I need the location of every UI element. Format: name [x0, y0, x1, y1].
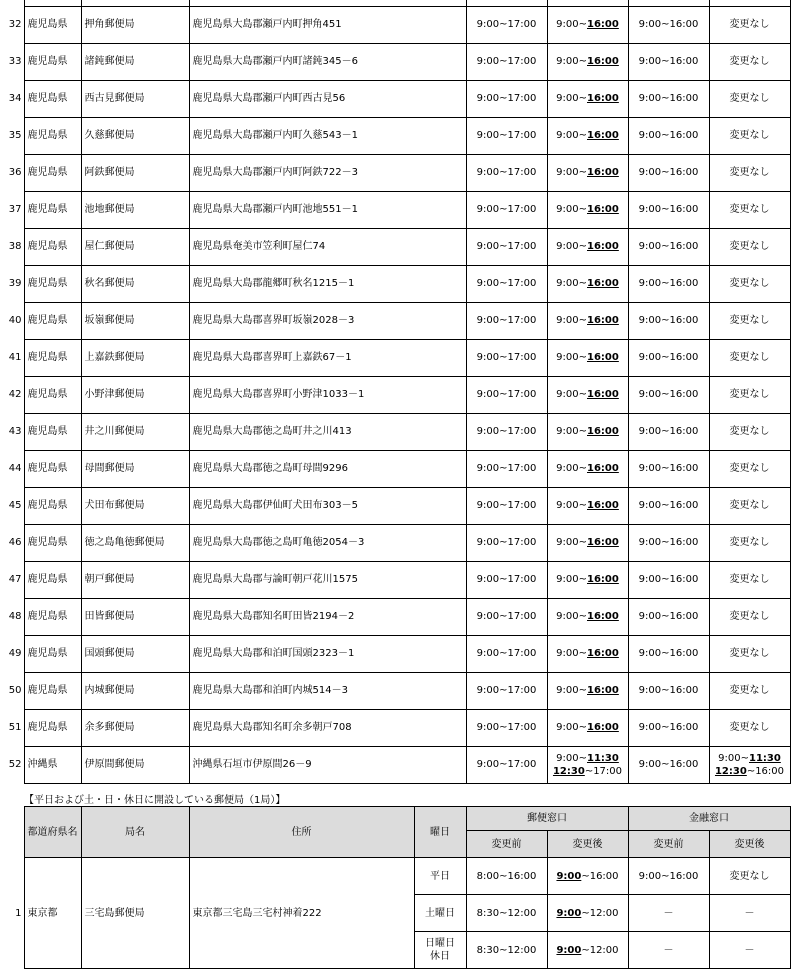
row-number: 49 [8, 648, 22, 659]
finance-after-cell: 変更なし [709, 43, 790, 80]
table-row [0, 339, 790, 376]
prefecture-cell: 鹿児島県 [24, 561, 81, 598]
address-cell: 東京都三宅島三宅村神着222 [189, 858, 414, 969]
postal-before-cell: 9:00~17:00 [466, 302, 547, 339]
finance-before-cell: 9:00~16:00 [628, 80, 709, 117]
office-name-cell: 犬田布郵便局 [81, 487, 189, 524]
prefecture-cell: 鹿児島県 [24, 524, 81, 561]
row-number: 33 [8, 56, 22, 67]
finance-before-cell: 9:00~16:00 [628, 524, 709, 561]
postal-after-cell [547, 265, 628, 302]
finance-after-cell: 変更なし [709, 191, 790, 228]
table-row [0, 635, 790, 672]
finance-before-cell: 9:00~16:00 [628, 43, 709, 80]
postal-after-cell [547, 932, 628, 969]
header-day: 曜日 [414, 807, 466, 858]
unchanged-time: 9:00~ [556, 278, 587, 289]
finance-before-cell: 9:00~16:00 [628, 487, 709, 524]
changed-time: 11:30 [587, 752, 619, 764]
table-row [0, 43, 790, 80]
prefecture-cell: 鹿児島県 [24, 43, 81, 80]
finance-after-cell: － [709, 895, 790, 932]
table-row [0, 413, 790, 450]
row-number: 46 [8, 537, 22, 548]
finance-after-cell: 変更なし [709, 413, 790, 450]
address-cell: 鹿児島県大島郡喜界町上嘉鉄67－1 [189, 339, 466, 376]
prefecture-cell: 鹿児島県 [24, 265, 81, 302]
postal-before-cell: 9:00~17:00 [466, 228, 547, 265]
changed-time: 16:00 [587, 315, 619, 326]
postal-after-cell [547, 561, 628, 598]
prefecture-cell: 鹿児島県 [24, 598, 81, 635]
prefecture-cell: 鹿児島県 [24, 450, 81, 487]
prefecture-cell: 鹿児島県 [24, 487, 81, 524]
postal-before-cell: 9:00~17:00 [466, 43, 547, 80]
table-row [0, 80, 790, 117]
address-cell: 鹿児島県大島郡瀬戸内町久慈543－1 [189, 117, 466, 154]
finance-before-cell: 9:00~16:00 [628, 302, 709, 339]
postal-after-cell [547, 43, 628, 80]
row-number: 50 [8, 685, 22, 696]
finance-before-cell: 9:00~16:00 [628, 561, 709, 598]
address-cell: 鹿児島県大島郡伊仙町犬田布303－5 [189, 487, 466, 524]
table-row [0, 228, 790, 265]
postal-before-cell: 9:00~17:00 [466, 6, 547, 43]
postal-after-cell [547, 376, 628, 413]
postal-after-cell [547, 709, 628, 746]
postal-before-cell: 9:00~17:00 [466, 561, 547, 598]
finance-after-cell: 変更なし [709, 265, 790, 302]
changed-time: 9:00 [556, 907, 582, 919]
postal-before-cell: 9:00~17:00 [466, 265, 547, 302]
changed-time: 16:00 [587, 19, 619, 30]
prefecture-cell: 鹿児島県 [24, 302, 81, 339]
finance-after-cell: 変更なし [709, 376, 790, 413]
finance-after-cell: 変更なし [709, 154, 790, 191]
office-name-cell: 屋仁郵便局 [81, 228, 189, 265]
unchanged-time: 9:00~ [718, 752, 749, 764]
postal-before-cell: 9:00~17:00 [466, 524, 547, 561]
finance-after-cell: 変更なし [709, 302, 790, 339]
changed-time: 16:00 [587, 648, 619, 659]
postal-after-cell [547, 302, 628, 339]
unchanged-time: 9:00~ [556, 500, 587, 511]
table-row [0, 302, 790, 339]
finance-after-cell: 変更なし [709, 80, 790, 117]
unchanged-time: 9:00~ [556, 167, 587, 178]
changed-time: 16:00 [587, 167, 619, 178]
office-name-cell: 徳之島亀徳郵便局 [81, 524, 189, 561]
address-cell: 鹿児島県大島郡与論町朝戸花川1575 [189, 561, 466, 598]
office-name-cell: 井之川郵便局 [81, 413, 189, 450]
office-name-cell: 田皆郵便局 [81, 598, 189, 635]
finance-after-cell: 変更なし [709, 709, 790, 746]
unchanged-time: ~12:00 [581, 944, 619, 956]
finance-after-cell: 変更なし [709, 339, 790, 376]
prefecture-cell: 鹿児島県 [24, 228, 81, 265]
address-cell: 鹿児島県大島郡瀬戸内町阿鉄722－3 [189, 154, 466, 191]
day-cell: 日曜日 休日 [414, 932, 466, 969]
postal-before-cell: 8:30~12:00 [466, 895, 547, 932]
header-finance-before: 変更前 [628, 831, 709, 858]
table-row [0, 191, 790, 228]
postal-after-cell [547, 191, 628, 228]
header-postal-window: 郵便窓口 [466, 807, 628, 831]
office-name-cell: 内城郵便局 [81, 672, 189, 709]
prefecture-cell: 鹿児島県 [24, 635, 81, 672]
row-number: 43 [8, 426, 22, 437]
finance-before-cell: 9:00~16:00 [628, 117, 709, 154]
header-postal-after: 変更後 [547, 831, 628, 858]
finance-before-cell: 9:00~16:00 [628, 191, 709, 228]
postal-before-cell: 9:00~17:00 [466, 376, 547, 413]
unchanged-time: 9:00~ [556, 426, 587, 437]
row-number: 36 [8, 167, 22, 178]
address-cell: 鹿児島県大島郡瀬戸内町押角451 [189, 6, 466, 43]
postal-before-cell: 9:00~17:00 [466, 709, 547, 746]
address-cell: 鹿児島県大島郡喜界町坂嶺2028－3 [189, 302, 466, 339]
row-number: 51 [8, 722, 22, 733]
changed-time: 16:00 [587, 463, 619, 474]
finance-before-cell: 9:00~16:00 [628, 376, 709, 413]
postal-after-cell [547, 154, 628, 191]
table-row [0, 265, 790, 302]
finance-before-cell: － [628, 895, 709, 932]
unchanged-time: 9:00~ [556, 722, 587, 733]
changed-time: 16:00 [587, 722, 619, 733]
row-number: 35 [8, 130, 22, 141]
unchanged-time: 9:00~ [556, 685, 587, 696]
changed-time: 16:00 [587, 389, 619, 400]
day-cell: 土曜日 [414, 895, 466, 932]
address-cell: 鹿児島県大島郡知名町田皆2194－2 [189, 598, 466, 635]
postal-before-cell: 9:00~17:00 [466, 154, 547, 191]
finance-before-cell: 9:00~16:00 [628, 598, 709, 635]
finance-before-cell: 9:00~16:00 [628, 413, 709, 450]
postal-after-cell [547, 487, 628, 524]
changed-time: 16:00 [587, 574, 619, 585]
postal-before-cell: 9:00~17:00 [466, 746, 547, 783]
postal-before-cell: 9:00~17:00 [466, 413, 547, 450]
office-name-cell: 朝戸郵便局 [81, 561, 189, 598]
finance-after-cell [709, 746, 790, 783]
row-number: 48 [8, 611, 22, 622]
finance-after-cell: 変更なし [709, 228, 790, 265]
changed-time: 16:00 [587, 241, 619, 252]
finance-after-cell: 変更なし [709, 117, 790, 154]
address-cell: 鹿児島県大島郡瀬戸内町池地551－1 [189, 191, 466, 228]
changed-time: 16:00 [587, 93, 619, 104]
table-row [0, 450, 790, 487]
day-cell: 平日 [414, 858, 466, 895]
header-finance-after: 変更後 [709, 831, 790, 858]
postal-after-cell [547, 450, 628, 487]
finance-before-cell: 9:00~16:00 [628, 709, 709, 746]
address-cell: 鹿児島県奄美市笠利町屋仁74 [189, 228, 466, 265]
address-cell: 鹿児島県大島郡喜界町小野津1033－1 [189, 376, 466, 413]
row-number: 47 [8, 574, 22, 585]
finance-after-cell: 変更なし [709, 6, 790, 43]
finance-before-cell: 9:00~16:00 [628, 450, 709, 487]
address-cell: 鹿児島県大島郡龍郷町秋名1215－1 [189, 265, 466, 302]
postal-after-cell [547, 80, 628, 117]
office-name-cell: 国頭郵便局 [81, 635, 189, 672]
prefecture-cell: 鹿児島県 [24, 6, 81, 43]
address-cell: 鹿児島県大島郡知名町余多朝戸708 [189, 709, 466, 746]
unchanged-time: 9:00~ [556, 241, 587, 252]
prefecture-cell: 鹿児島県 [24, 709, 81, 746]
table-row [0, 6, 790, 43]
changed-time: 12:30 [552, 765, 585, 777]
finance-before-cell: 9:00~16:00 [628, 672, 709, 709]
row-number: 39 [8, 278, 22, 289]
row-number: 40 [8, 315, 22, 326]
table-row [0, 672, 790, 709]
changed-time: 16:00 [587, 278, 619, 289]
unchanged-time: 9:00~ [556, 537, 587, 548]
office-name-cell: 秋名郵便局 [81, 265, 189, 302]
changed-time: 12:30 [714, 765, 747, 777]
row-number: 44 [8, 463, 22, 474]
postal-before-cell: 9:00~17:00 [466, 450, 547, 487]
unchanged-time: ~17:00 [584, 765, 623, 777]
changed-time: 16:00 [587, 426, 619, 437]
table-row [0, 858, 790, 895]
changed-time: 16:00 [587, 500, 619, 511]
postal-before-cell: 9:00~17:00 [466, 339, 547, 376]
unchanged-time: 9:00~ [556, 56, 587, 67]
header-pref: 都道府県名 [24, 807, 81, 858]
changed-time: 16:00 [587, 611, 619, 622]
address-cell: 鹿児島県大島郡瀬戸内町諸鈍345－6 [189, 43, 466, 80]
finance-after-cell: 変更なし [709, 450, 790, 487]
unchanged-time: 9:00~ [556, 752, 587, 764]
header-postal-before: 変更前 [466, 831, 547, 858]
table-row [0, 598, 790, 635]
finance-after-cell: 変更なし [709, 487, 790, 524]
changed-time: 16:00 [587, 204, 619, 215]
table-row [0, 154, 790, 191]
header-row-1 [0, 807, 790, 831]
prefecture-cell: 鹿児島県 [24, 672, 81, 709]
row-number: 42 [8, 389, 22, 400]
row-number: 37 [8, 204, 22, 215]
row-number: 34 [8, 93, 22, 104]
finance-after-cell: 変更なし [709, 561, 790, 598]
office-name-cell: 余多郵便局 [81, 709, 189, 746]
finance-before-cell: 9:00~16:00 [628, 6, 709, 43]
unchanged-time: 9:00~ [556, 648, 587, 659]
postal-before-cell: 8:00~16:00 [466, 858, 547, 895]
office-name-cell: 上嘉鉄郵便局 [81, 339, 189, 376]
postal-before-cell: 9:00~17:00 [466, 672, 547, 709]
postal-after-cell [547, 339, 628, 376]
table-row [0, 117, 790, 154]
office-name-cell: 伊原間郵便局 [81, 746, 189, 783]
postal-before-cell: 9:00~17:00 [466, 191, 547, 228]
unchanged-time: 9:00~ [556, 463, 587, 474]
table-row [0, 561, 790, 598]
office-name-cell: 池地郵便局 [81, 191, 189, 228]
finance-before-cell: － [628, 932, 709, 969]
postal-after-cell [547, 524, 628, 561]
changed-time: 16:00 [587, 537, 619, 548]
prefecture-cell: 沖縄県 [24, 746, 81, 783]
finance-before-cell: 9:00~16:00 [628, 154, 709, 191]
changed-time: 16:00 [587, 352, 619, 363]
postal-before-cell: 9:00~17:00 [466, 80, 547, 117]
table-row [0, 524, 790, 561]
header-office: 局名 [81, 807, 189, 858]
finance-after-cell: 変更なし [709, 635, 790, 672]
prefecture-cell: 鹿児島県 [24, 413, 81, 450]
unchanged-time: 9:00~ [556, 19, 587, 30]
unchanged-time: 9:00~ [556, 389, 587, 400]
address-cell: 鹿児島県大島郡徳之島町母間9296 [189, 450, 466, 487]
postal-after-cell [547, 413, 628, 450]
office-name-cell: 西古見郵便局 [81, 80, 189, 117]
prefecture-cell: 鹿児島県 [24, 191, 81, 228]
row-number: 52 [8, 759, 22, 770]
prefecture-cell: 鹿児島県 [24, 117, 81, 154]
postal-after-cell [547, 895, 628, 932]
finance-before-cell: 9:00~16:00 [628, 339, 709, 376]
table-row [0, 376, 790, 413]
unchanged-time: 9:00~ [556, 574, 587, 585]
unchanged-time: ~16:00 [746, 765, 785, 777]
finance-before-cell: 9:00~16:00 [628, 635, 709, 672]
row-number: 45 [8, 500, 22, 511]
postal-before-cell: 9:00~17:00 [466, 487, 547, 524]
postal-before-cell: 9:00~17:00 [466, 635, 547, 672]
prefecture-cell: 鹿児島県 [24, 154, 81, 191]
table-row [0, 746, 790, 783]
address-cell: 鹿児島県大島郡和泊町国頭2323－1 [189, 635, 466, 672]
changed-time: 9:00 [556, 944, 582, 956]
postal-after-cell [547, 635, 628, 672]
finance-before-cell: 9:00~16:00 [628, 858, 709, 895]
finance-after-cell: 変更なし [709, 858, 790, 895]
row-number: 38 [8, 241, 22, 252]
finance-before-cell: 9:00~16:00 [628, 228, 709, 265]
changed-time: 16:00 [587, 130, 619, 141]
address-cell: 沖縄県石垣市伊原間26－9 [189, 746, 466, 783]
unchanged-time: 9:00~ [556, 611, 587, 622]
office-name-cell: 阿鉄郵便局 [81, 154, 189, 191]
office-name-cell: 久慈郵便局 [81, 117, 189, 154]
address-cell: 鹿児島県大島郡徳之島町亀徳2054－3 [189, 524, 466, 561]
postal-after-cell [547, 117, 628, 154]
changed-time: 16:00 [587, 56, 619, 67]
finance-after-cell: 変更なし [709, 524, 790, 561]
row-number: 1 [15, 907, 22, 919]
office-name-cell: 押角郵便局 [81, 6, 189, 43]
address-cell: 鹿児島県大島郡徳之島町井之川413 [189, 413, 466, 450]
postal-after-cell [547, 228, 628, 265]
header-address: 住所 [189, 807, 414, 858]
prefecture-cell: 鹿児島県 [24, 80, 81, 117]
header-finance-window: 金融窓口 [628, 807, 790, 831]
unchanged-time: 9:00~ [556, 315, 587, 326]
postal-after-cell [547, 858, 628, 895]
unchanged-time: 9:00~ [556, 352, 587, 363]
finance-before-cell: 9:00~16:00 [628, 265, 709, 302]
office-name-cell: 三宅島郵便局 [81, 858, 189, 969]
office-name-cell: 坂嶺郵便局 [81, 302, 189, 339]
finance-after-cell: － [709, 932, 790, 969]
office-name-cell: 母間郵便局 [81, 450, 189, 487]
section-title: 【平日および土・日・休日に開設している郵便局（1局）】 [24, 795, 286, 806]
prefecture-cell: 東京都 [24, 858, 81, 969]
prefecture-cell: 鹿児島県 [24, 339, 81, 376]
postal-before-cell: 8:30~12:00 [466, 932, 547, 969]
table-row [0, 487, 790, 524]
changed-time: 11:30 [749, 752, 781, 764]
table-row [0, 709, 790, 746]
finance-after-cell: 変更なし [709, 672, 790, 709]
unchanged-time: 9:00~ [556, 204, 587, 215]
office-name-cell: 諸鈍郵便局 [81, 43, 189, 80]
postal-after-cell [547, 598, 628, 635]
address-cell: 鹿児島県大島郡瀬戸内町西古見56 [189, 80, 466, 117]
address-cell: 鹿児島県大島郡和泊町内城514－3 [189, 672, 466, 709]
weekend-post-office-table [0, 806, 791, 969]
unchanged-time: ~16:00 [581, 870, 619, 882]
finance-before-cell: 9:00~16:00 [628, 746, 709, 783]
changed-time: 9:00 [556, 870, 582, 882]
postal-before-cell: 9:00~17:00 [466, 117, 547, 154]
unchanged-time: 9:00~ [556, 93, 587, 104]
unchanged-time: 9:00~ [556, 130, 587, 141]
postal-before-cell: 9:00~17:00 [466, 598, 547, 635]
changed-time: 16:00 [587, 685, 619, 696]
prefecture-cell: 鹿児島県 [24, 376, 81, 413]
postal-after-cell [547, 672, 628, 709]
row-number: 41 [8, 352, 22, 363]
row-number: 32 [8, 19, 22, 30]
unchanged-time: ~12:00 [581, 907, 619, 919]
office-name-cell: 小野津郵便局 [81, 376, 189, 413]
postal-after-cell [547, 6, 628, 43]
finance-after-cell: 変更なし [709, 598, 790, 635]
postal-after-cell [547, 746, 628, 783]
